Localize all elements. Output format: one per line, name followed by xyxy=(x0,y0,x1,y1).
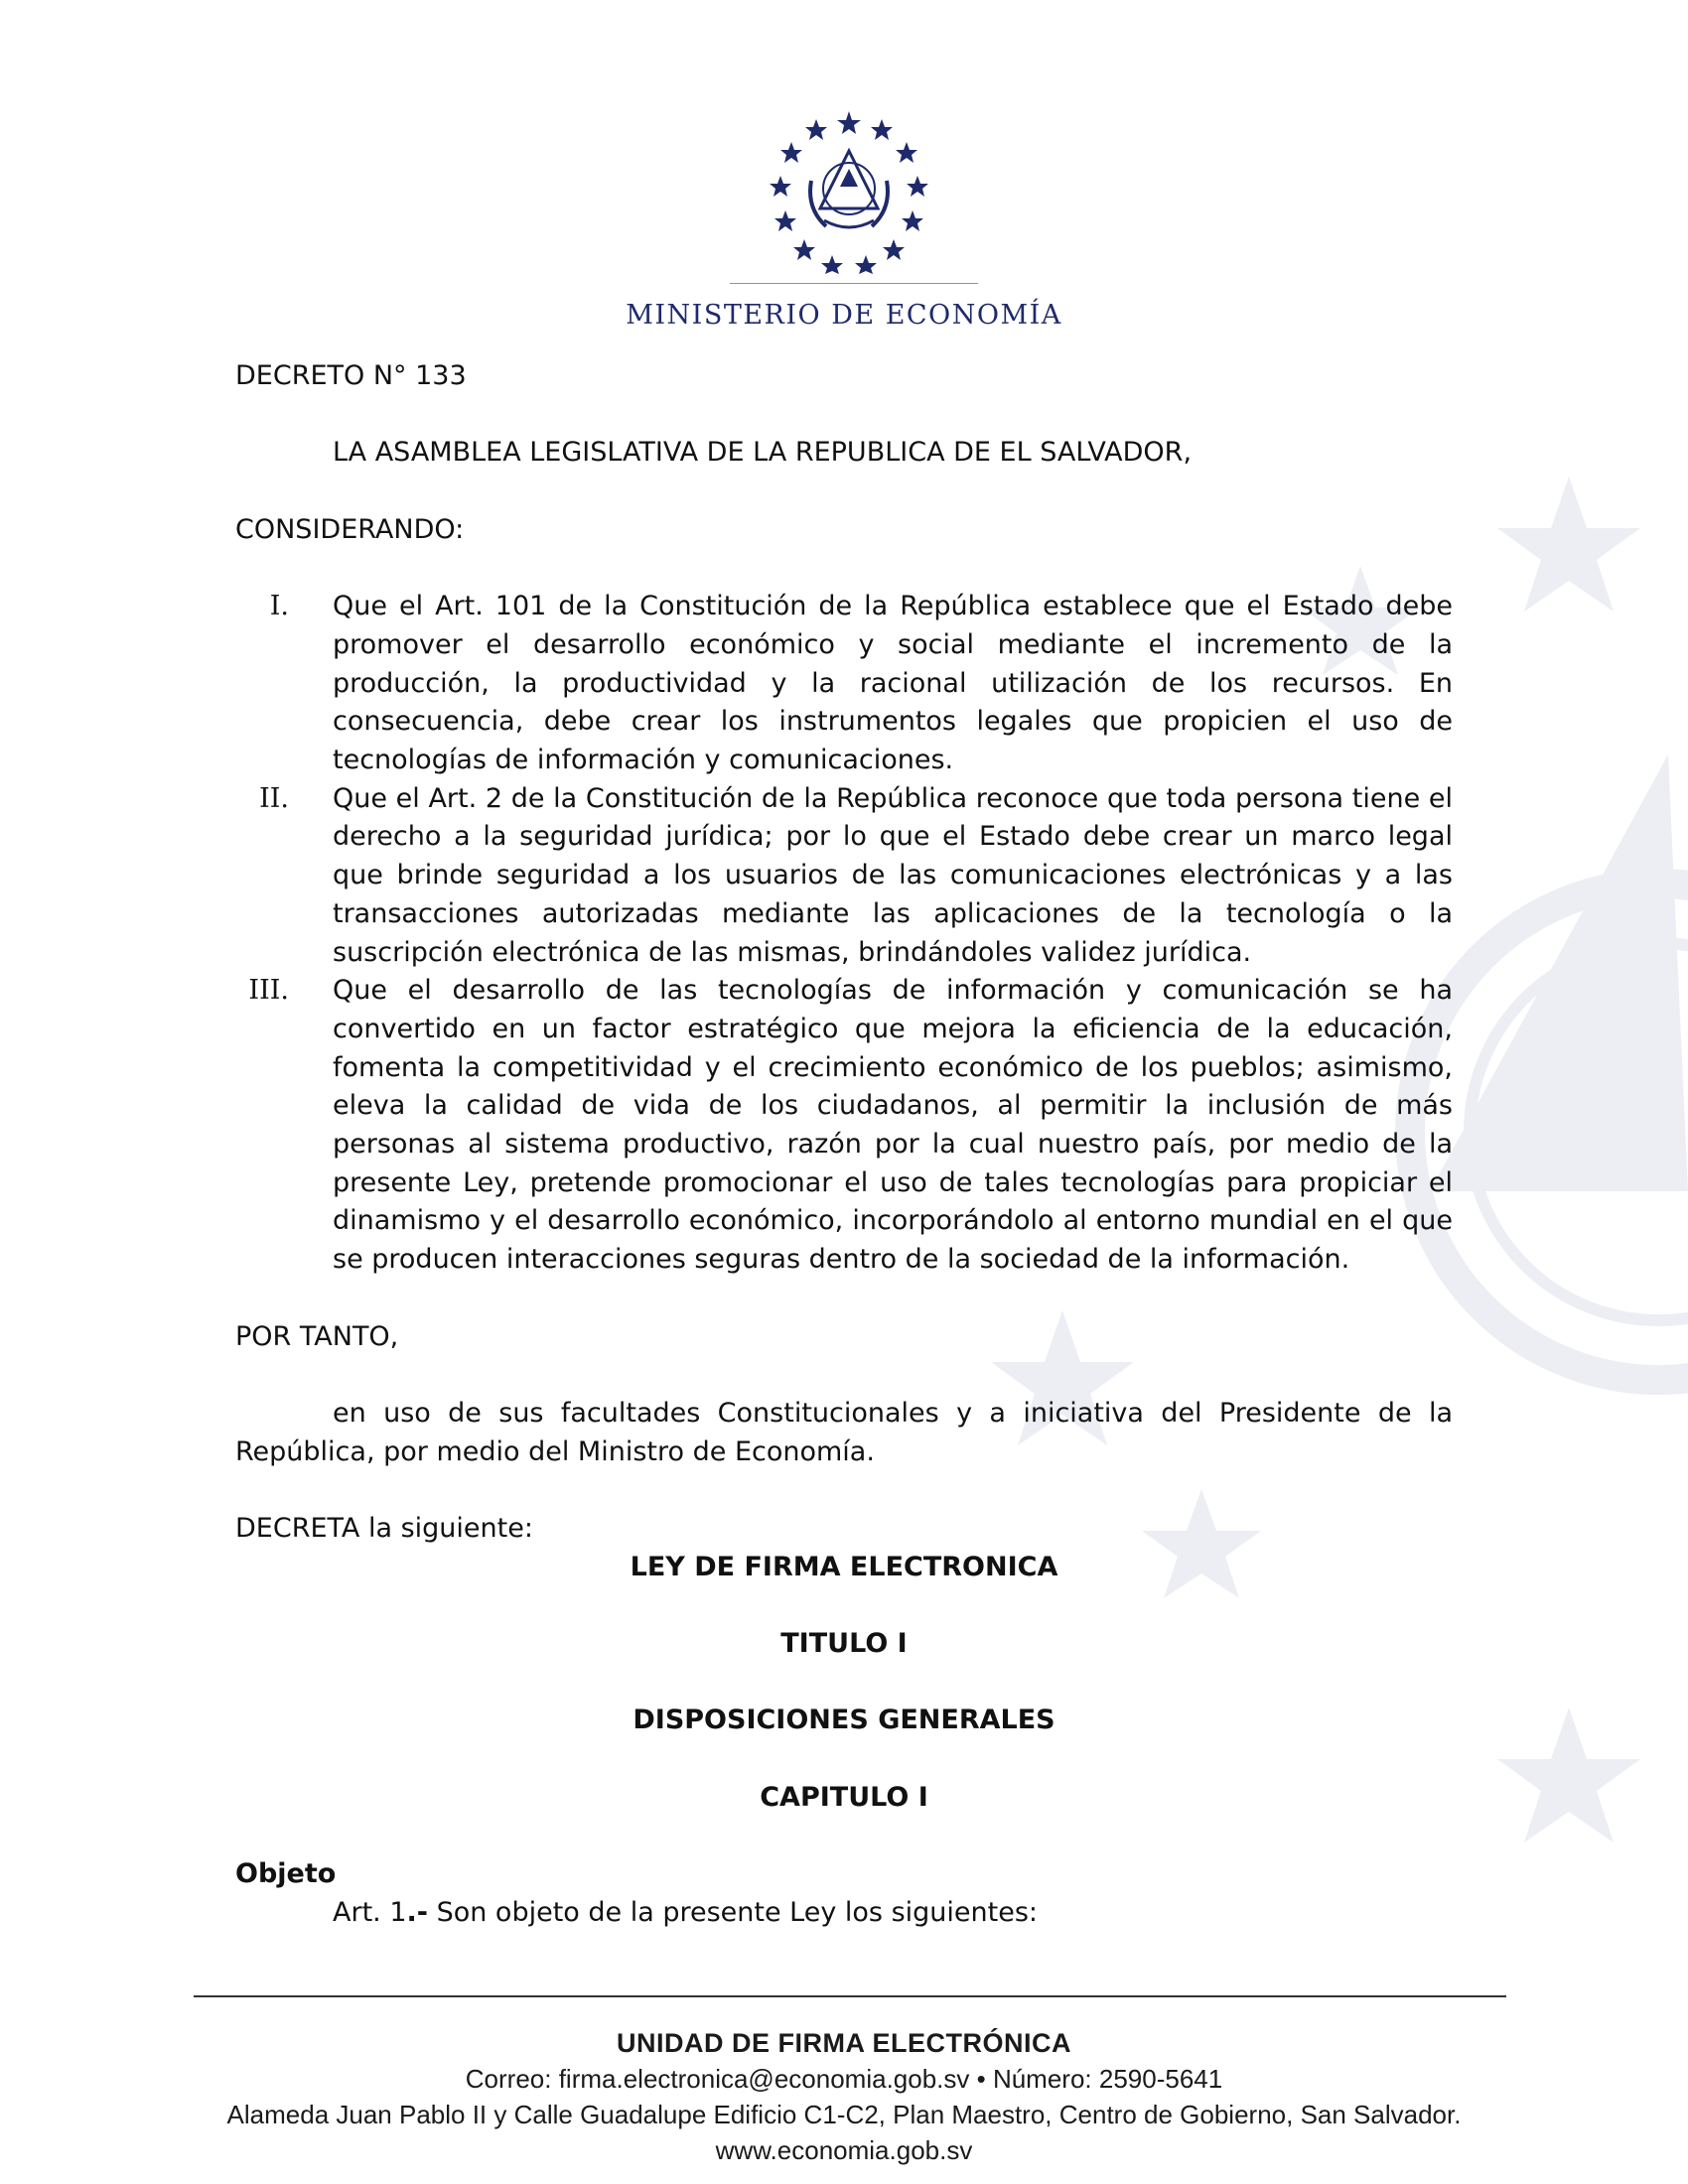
article-1 xyxy=(235,1894,1453,1933)
list-item xyxy=(235,588,1453,780)
footer-unit: UNIDAD DE FIRMA ELECTRÓNICA xyxy=(617,2028,1071,2058)
assembly-line: LA ASAMBLEA LEGISLATIVA DE LA REPUBLICA DE EL SALVADOR, xyxy=(333,437,1193,469)
list-numeral: I. xyxy=(269,591,289,622)
facultades-paragraph: en uso de sus facultades Constitucionales y a iniciativa del Presidente de la República, por medio del Ministro de Economía. xyxy=(235,1397,1453,1467)
list-item xyxy=(235,780,1453,973)
list-item-text: Que el desarrollo de las tecnologías de información y comunicación se ha convertido en un factor estratégico que mejora la eficiencia de la educación, fomenta la competitividad y el crecimiento económico de los pueblos; asimismo, eleva la calidad de vida de los ciudadanos, al permitir la inclusión de más personas al sistema productivo, razón por la cual nuestro país, por medio de la presente Ley, pretende promocionar el uso de tales tecnologías para propiciar el dinamismo y el desarrollo económico, incorporándolo al entorno mundial en el que se producen interacciones seguras dentro de la sociedad de la información. xyxy=(333,975,1453,1276)
header-divider xyxy=(730,283,978,284)
decree-body xyxy=(235,357,1453,1933)
article-text: Son objeto de la presente Ley los siguientes: xyxy=(427,1896,1038,1928)
letterhead xyxy=(0,109,1688,338)
decreta-line: DECRETA la siguiente: xyxy=(235,1513,533,1544)
list-item xyxy=(235,972,1453,1280)
footer-address: Alameda Juan Pablo II y Calle Guadalupe Edificio C1-C2, Plan Maestro, Centro de Gobierno, San Salvador. xyxy=(226,2100,1462,2129)
article-separator: .- xyxy=(406,1896,428,1928)
considerando-label: CONSIDERANDO: xyxy=(235,513,465,545)
disposiciones-heading: DISPOSICIONES GENERALES xyxy=(633,1705,1055,1736)
section-heading: Objeto xyxy=(235,1858,337,1890)
law-title: LEY DE FIRMA ELECTRONICA xyxy=(630,1551,1058,1582)
footer xyxy=(0,2025,1688,2168)
ministry-name: MINISTERIO DE ECONOMÍA xyxy=(626,300,1062,331)
footer-divider xyxy=(194,1995,1506,1997)
list-item-text: Que el Art. 2 de la Constitución de la República reconoce que toda persona tiene el derecho a la seguridad jurídica; por lo que el Estado debe crear un marco legal que brinde seguridad a los usuarios de las comunicaciones electrónicas y a las transacciones autorizadas mediante las aplicaciones de la tecnología o la suscripción electrónica de las mismas, brindándoles validez jurídica. xyxy=(333,782,1453,968)
article-label: Art. 1 xyxy=(333,1896,407,1928)
footer-contact: Correo: firma.electronica@economia.gob.sv • Número: 2590-5641 xyxy=(465,2064,1223,2094)
el-salvador-coat-of-arms-icon xyxy=(767,109,931,274)
capitulo-heading: CAPITULO I xyxy=(760,1781,928,1813)
list-item-text: Que el Art. 101 de la Constitución de la República establece que el Estado debe promover el desarrollo económico y social mediante el incremento de la producción, la productividad y la racional utilización de los recursos. En consecuencia, debe crear los instrumentos legales que propicien el uso de tecnologías de información y comunicaciones. xyxy=(333,591,1453,775)
list-numeral: II. xyxy=(259,782,289,814)
list-numeral: III. xyxy=(248,975,289,1007)
footer-website: www.economia.gob.sv xyxy=(715,2135,973,2165)
titulo-heading: TITULO I xyxy=(780,1628,908,1660)
decree-number: DECRETO N° 133 xyxy=(235,360,467,391)
por-tanto: POR TANTO, xyxy=(235,1320,399,1352)
considerandos-list xyxy=(235,588,1453,1280)
